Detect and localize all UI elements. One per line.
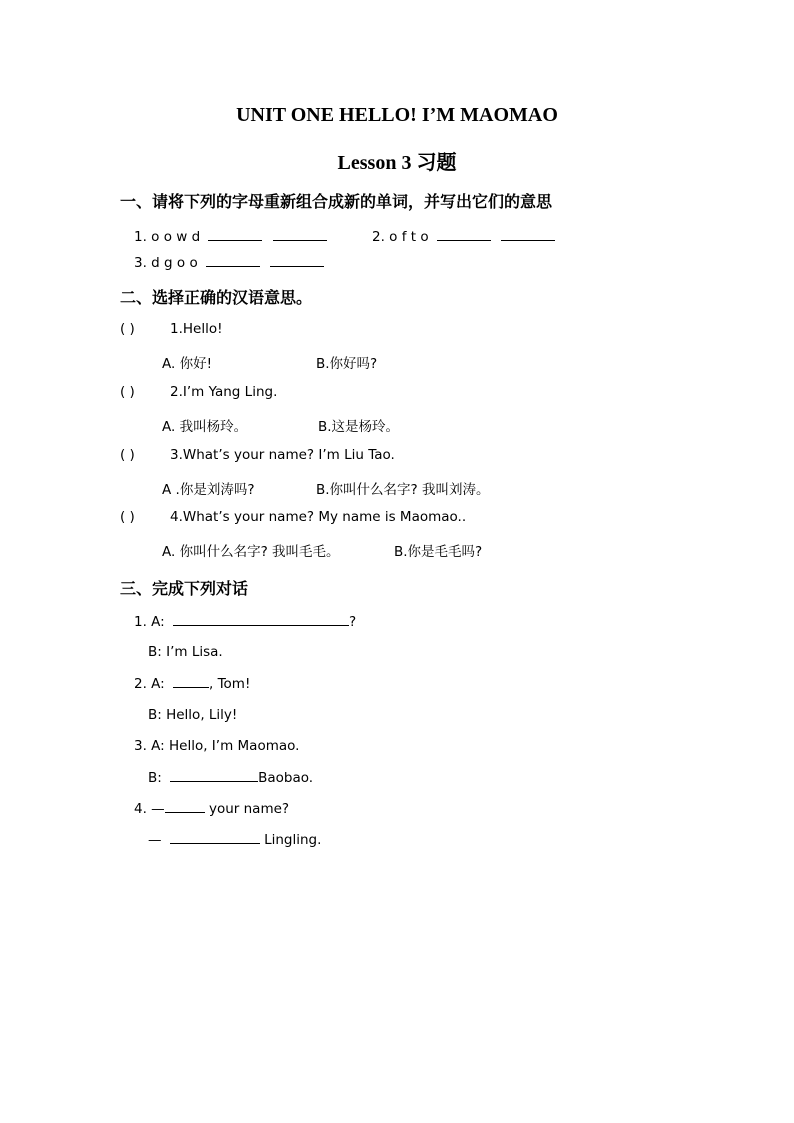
dialog-3-a: 3. A: Hello, I’m Maomao. xyxy=(134,738,300,754)
answer-blank[interactable] xyxy=(208,228,262,241)
answer-blank[interactable] xyxy=(170,769,258,782)
answer-blank[interactable] xyxy=(170,831,260,844)
section-3-heading: 三、完成下列对话 xyxy=(120,579,249,598)
question-3-option-a: A .你是刘涛吗? xyxy=(162,482,255,498)
dialog-3-b-label: B: xyxy=(148,770,162,786)
answer-blank[interactable] xyxy=(165,800,205,813)
page-title: UNIT ONE HELLO! I’M MAOMAO xyxy=(236,104,558,126)
question-3-paren[interactable]: ( ) xyxy=(120,447,135,463)
word-item-2 xyxy=(372,228,555,245)
question-4-option-b: B.你是毛毛吗? xyxy=(394,544,483,560)
section-1-heading: 一、请将下列的字母重新组合成新的单词，并写出它们的意思 xyxy=(120,192,553,211)
dialog-4-b-end: Lingling. xyxy=(259,832,322,848)
dialog-4-a-end: your name? xyxy=(204,801,290,817)
word-item-2-letters: 2. o f t o xyxy=(372,229,429,245)
word-item-1-letters: 1. o o w d xyxy=(134,229,201,245)
question-4-option-a: A. 你叫什么名字? 我叫毛毛。 xyxy=(162,544,340,560)
dialog-1-b: B: I’m Lisa. xyxy=(148,644,223,660)
answer-blank[interactable] xyxy=(206,254,260,267)
question-1-paren[interactable]: ( ) xyxy=(120,321,135,337)
dialog-4-b-label: — xyxy=(148,832,162,848)
question-1-option-a: A. 你好! xyxy=(162,356,212,372)
page-subtitle: Lesson 3 习题 xyxy=(337,152,457,174)
dialog-3-b-end: Baobao. xyxy=(258,770,314,786)
answer-blank[interactable] xyxy=(270,254,324,267)
question-2-paren[interactable]: ( ) xyxy=(120,384,135,400)
question-4-paren[interactable]: ( ) xyxy=(120,509,135,525)
dialog-4-a-label: 4. — xyxy=(134,801,165,817)
dialog-1-a-label: 1. A: xyxy=(134,614,165,630)
answer-blank[interactable] xyxy=(173,613,349,626)
question-3-option-b: B.你叫什么名字? 我叫刘涛。 xyxy=(316,482,490,498)
dialog-4-a xyxy=(134,800,289,817)
dialog-2-a-end: , Tom! xyxy=(209,676,251,692)
question-2-option-b: B.这是杨玲。 xyxy=(318,419,400,435)
dialog-2-a xyxy=(134,675,250,692)
answer-blank[interactable] xyxy=(273,228,327,241)
question-1-text: 1.Hello! xyxy=(170,321,223,337)
dialog-4-b xyxy=(148,831,321,848)
section-2-heading: 二、选择正确的汉语意思。 xyxy=(120,288,313,307)
answer-blank[interactable] xyxy=(437,228,491,241)
word-item-1 xyxy=(134,228,327,245)
dialog-1-a-end: ? xyxy=(349,614,357,630)
dialog-2-b: B: Hello, Lily! xyxy=(148,707,238,723)
word-item-3 xyxy=(134,254,324,271)
answer-blank[interactable] xyxy=(501,228,555,241)
question-4-text: 4.What’s your name? My name is Maomao.. xyxy=(170,509,467,525)
question-2-text: 2.I’m Yang Ling. xyxy=(170,384,278,400)
question-1-option-b: B.你好吗? xyxy=(316,356,378,372)
dialog-2-a-label: 2. A: xyxy=(134,676,165,692)
dialog-3-b xyxy=(148,769,313,786)
question-2-option-a: A. 我叫杨玲。 xyxy=(162,419,248,435)
dialog-1-a xyxy=(134,613,356,630)
answer-blank[interactable] xyxy=(173,675,209,688)
question-3-text: 3.What’s your name? I’m Liu Tao. xyxy=(170,447,395,463)
word-item-3-letters: 3. d g o o xyxy=(134,255,198,271)
